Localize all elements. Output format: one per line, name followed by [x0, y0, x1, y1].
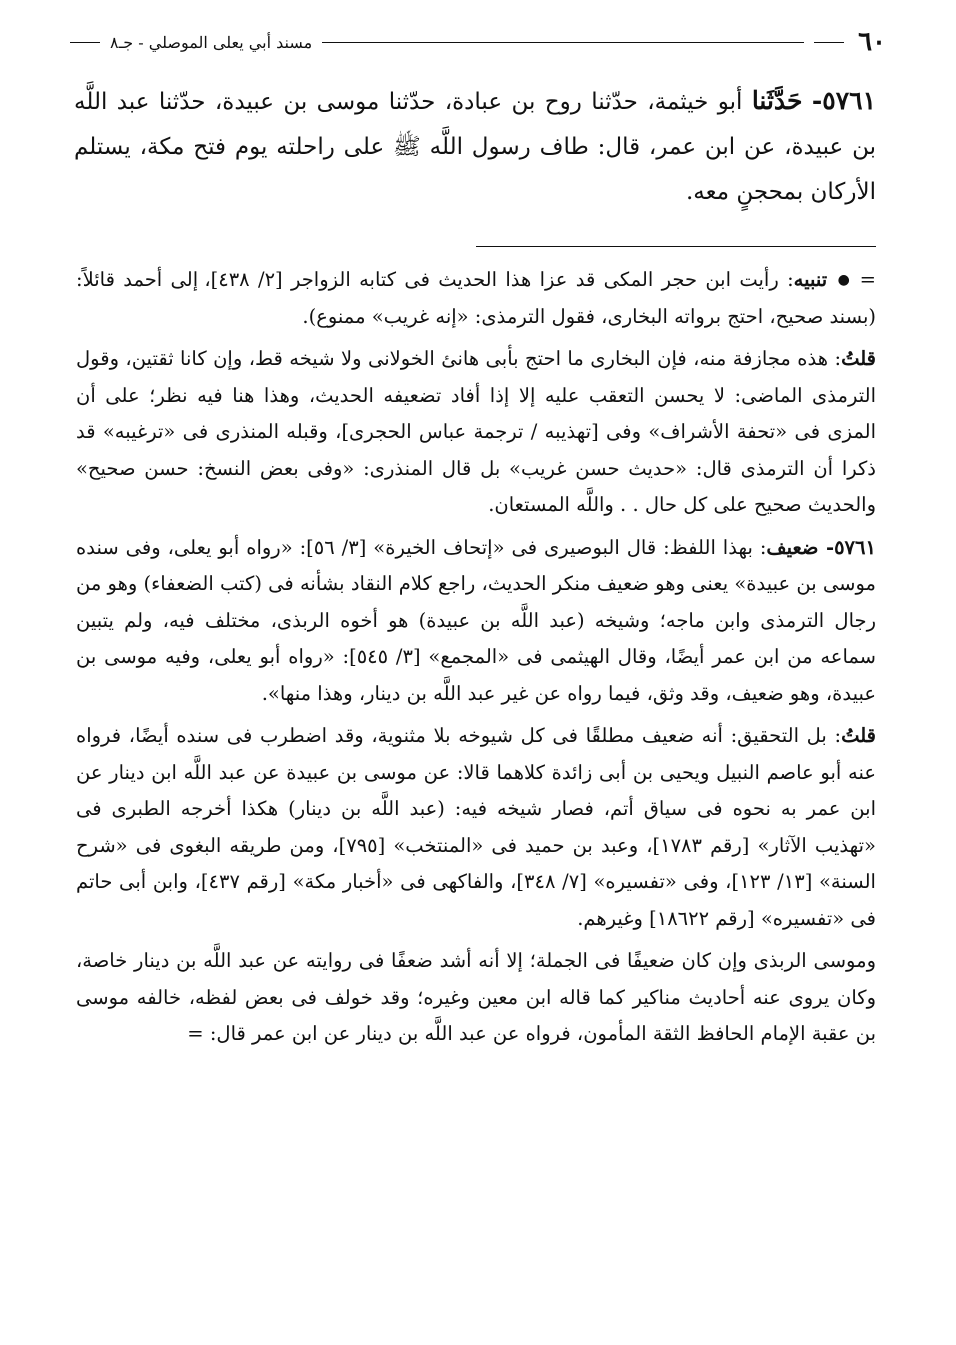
takhrij-label: ٥٧٦١- ضعيف	[766, 535, 876, 559]
hadith-number: ٥٧٦١-	[811, 86, 877, 115]
header-dash-right	[814, 42, 844, 43]
closing-text: وموسى الربذى وإن كان ضعيفًا فى الجملة؛ إلا أنه أشد ضعفًا فى روايته عن عبد اللَّه بن دينار خاصة، وكان يروى عنه أحاديث مناكير كما قاله ابن معين وغيره؛ وقد خولف فى بعض لفظه، خالفه موسى بن عقبة الإمام الحافظ الثقة المأمون، فرواه عن عبد اللَّه بن دينار عن ابن عمر قال:	[76, 949, 876, 1045]
page-number: ٦٠	[858, 27, 886, 57]
qultu-note-1	[76, 341, 876, 524]
running-header	[70, 22, 886, 62]
header-rule	[322, 42, 804, 43]
bullet-icon: ●	[835, 272, 852, 288]
qultu-label: قلتُ	[841, 724, 876, 747]
continuation-marker: =	[859, 268, 876, 291]
qultu-note-2	[76, 718, 876, 937]
takhrij-note	[76, 530, 876, 713]
tanbih-label: تنبيه	[793, 268, 828, 291]
header-dash-left	[70, 42, 100, 43]
hadith-body: أبو خيثمة، حدّثنا روح بن عبادة، حدّثنا موسى بن عبيدة، حدّثنا عبد اللَّه بن عبيدة، عن ابن عمر، قال: طاف رسول اللَّه ﷺ على راحلته يوم فتح مكة، يستلم الأركان بمحجنٍ معه.	[74, 89, 876, 205]
takhrij-text: : بهذا اللفظ: قال البوصيرى فى «إتحاف الخيرة» [٣/ ٥٦]: «رواه أبو يعلى، وفى سنده موسى بن عبيدة» يعنى وهو ضعيف منكر الحديث، راجع كلام النقاد بشأنه فى (كتب الضعفاء) وهو من رجال الترمذى وابن ماجه؛ وشيخه (عبد اللَّه بن عبيدة) هو أخوه الربذى، مختلف فيه، ولم يتبين سماعه من ابن عمر أيضًا، وقال الهيثمى فى «المجمع» [٣/ ٥٤٥]: «رواه أبو يعلى، وفيه موسى بن عبيدة، وهو ضعيف، وقد وثق، فيما رواه عن غير عبد اللَّه بن دينار، وهذا منها».	[76, 535, 876, 705]
closing-note	[76, 943, 876, 1053]
tanbih-note	[76, 262, 876, 335]
hadith-lead-word: حَدَّثَنا	[751, 86, 803, 115]
commentary	[76, 262, 876, 1053]
running-title: مسند أبي يعلى الموصلي - جـ٨	[110, 32, 313, 52]
tanbih-text: : رأيت ابن حجر المكى قد عزا هذا الحديث فى كتابه الزواجر [٢/ ٤٣٨]، إلى أحمد قائلاً: (بسند صحيح، احتج برواته البخارى، فقول الترمذى: «إنه غريب» ممنوع).	[76, 268, 876, 328]
qultu-text: : هذه مجازفة منه، فإن البخارى ما احتج بأبى هانئ الخولانى ولا شيخه قط، وإن كانا ثقتين، وقول الترمذى الماضى: لا يحسن التعقب عليه إلا إذا أفاد تضعيفه الحديث، وهذا هنا فيه نظر؛ على أن المزى فى «تحفة الأشراف» وفى [تهذيبه / ترجمة عباس الحجرى]، وقبله المنذرى فى «ترغيبه» قد ذكرا أن الترمذى قال: «حديث حسن غريب» بل قال المنذرى: «وفى بعض النسخ: حسن صحيح» والحديث صحيح على كل حال . . واللَّه المستعان.	[76, 347, 876, 516]
continuation-marker: =	[187, 1022, 204, 1045]
qultu-text: : بل التحقيق: أنه ضعيف مطلقًا فى كل شيوخه بلا مثنوية، وقد اضطرب فى سنده أيضًا، فرواه عنه أبو عاصم النبيل ويحيى بن أبى زائدة كلاهما قالا: عن موسى بن عبيدة عن عبد اللَّه ابن دينار عن ابن عمر به نحوه فى سياق أتم، فصار شيخه فيه: (عبد اللَّه بن دينار) هكذا أخرجه الطبرى فى «تهذيب الآثار» [رقم ١٧٨٣]، وعبد بن حميد فى «المنتخب» [٧٩٥]، ومن طريقه البغوى فى «شرح السنة» [١٣/ ١٢٣]، وفى «تفسيره» [٧/ ٣٤٨]، والفاكهى فى «أخبار مكة» [رقم ٤٣٧]، وابن أبى حاتم فى «تفسيره» [رقم ١٨٦٢٢] وغيرهم.	[76, 724, 876, 930]
qultu-label: قلتُ	[841, 347, 876, 370]
hadith-paragraph	[74, 78, 876, 215]
hadith-text	[74, 78, 876, 215]
footnote-separator	[476, 246, 876, 247]
